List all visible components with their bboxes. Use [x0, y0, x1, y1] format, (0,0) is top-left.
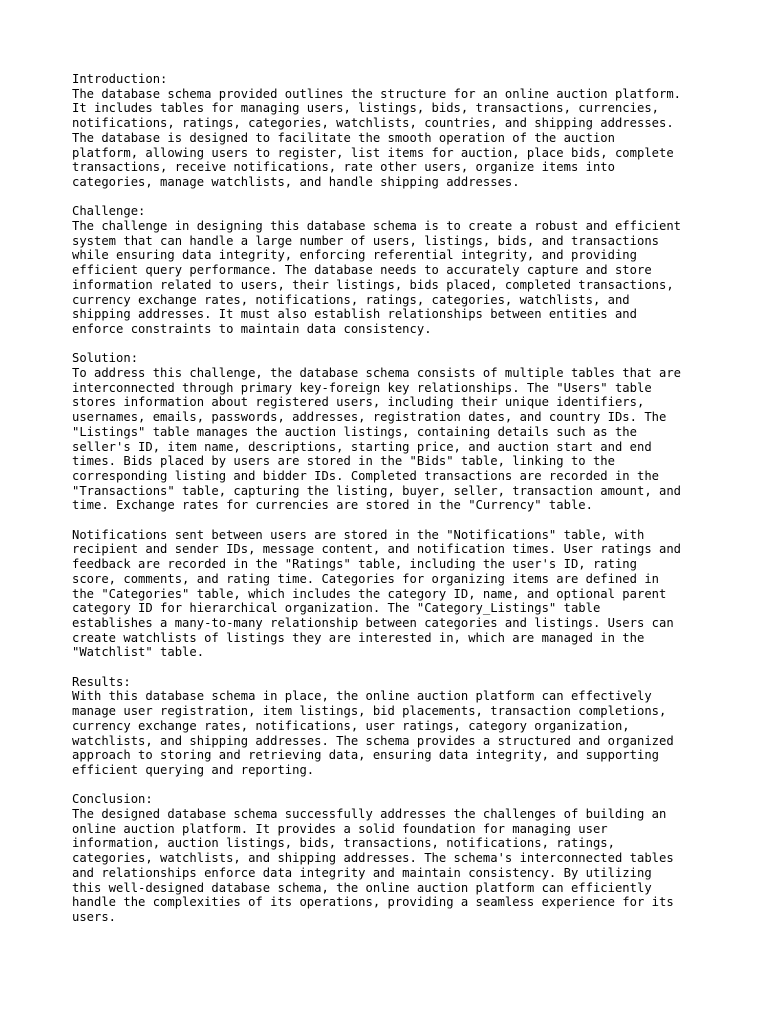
- text-line: "Transactions" table, capturing the listing, buyer, seller, transaction amount, and: [72, 483, 682, 498]
- section-heading: Solution:: [72, 351, 139, 366]
- text-line: time. Exchange rates for currencies are stored in the "Currency" table.: [72, 498, 593, 513]
- text-line: The challenge in designing this database schema is to create a robust and efficient: [72, 219, 682, 234]
- text-line: "Listings" table manages the auction listings, containing details such as the: [72, 424, 637, 439]
- text-line: Notifications sent between users are stored in the "Notifications" table, with: [72, 527, 645, 542]
- text-line: information, auction listings, bids, transactions, notifications, ratings,: [72, 836, 615, 851]
- text-line: manage user registration, item listings, bid placements, transaction completions,: [72, 704, 667, 719]
- section-heading: Challenge:: [72, 204, 146, 219]
- text-line: this well-designed database schema, the online auction platform can efficiently: [72, 880, 652, 895]
- text-line: transactions, receive notifications, rate other users, organize items into: [72, 160, 615, 175]
- text-line: information related to users, their listings, bids placed, completed transactions,: [72, 277, 674, 292]
- section-heading: Results:: [72, 674, 131, 689]
- text-line: establishes a many-to-many relationship between categories and listings. Users can: [72, 615, 674, 630]
- text-line: The designed database schema successfully addresses the challenges of building an: [72, 807, 667, 822]
- text-line: stores information about registered users, including their unique identifiers,: [72, 395, 645, 410]
- text-line: watchlists, and shipping addresses. The schema provides a structured and organized: [72, 733, 674, 748]
- section-challenge: [72, 204, 712, 336]
- text-line: The database schema provided outlines the structure for an online auction platform.: [72, 86, 682, 101]
- text-line: create watchlists of listings they are interested in, which are managed in the: [72, 630, 645, 645]
- section-results: [72, 675, 712, 778]
- text-line: With this database schema in place, the online auction platform can effectively: [72, 689, 652, 704]
- text-line: shipping addresses. It must also establish relationships between entities and: [72, 307, 637, 322]
- section-solution: [72, 351, 712, 513]
- text-line: usernames, emails, passwords, addresses, registration dates, and country IDs. The: [72, 410, 667, 425]
- text-line: the "Categories" table, which includes the category ID, name, and optional parent: [72, 586, 667, 601]
- text-line: currency exchange rates, notifications, user ratings, category organization,: [72, 718, 630, 733]
- text-line: corresponding listing and bidder IDs. Completed transactions are recorded in the: [72, 468, 659, 483]
- text-line: categories, manage watchlists, and handle shipping addresses.: [72, 174, 520, 189]
- text-line: categories, watchlists, and shipping addresses. The schema's interconnected tables: [72, 851, 674, 866]
- text-line: system that can handle a large number of users, listings, bids, and transactions: [72, 233, 659, 248]
- text-line: users.: [72, 910, 117, 924]
- section-conclusion: [72, 792, 712, 924]
- text-line: "Watchlist" table.: [72, 645, 205, 660]
- text-line: while ensuring data integrity, enforcing referential integrity, and providing: [72, 248, 637, 263]
- text-line: efficient query performance. The database needs to accurately capture and store: [72, 263, 652, 278]
- text-line: approach to storing and retrieving data, ensuring data integrity, and supporting: [72, 748, 659, 763]
- text-line: online auction platform. It provides a solid foundation for managing user: [72, 821, 608, 836]
- section-heading: Introduction:: [72, 72, 168, 86]
- section-solution-continued: [72, 528, 712, 660]
- text-line: times. Bids placed by users are stored in the "Bids" table, linking to the: [72, 454, 615, 469]
- text-line: platform, allowing users to register, list items for auction, place bids, complete: [72, 145, 674, 160]
- text-line: and relationships enforce data integrity and maintain consistency. By utilizing: [72, 865, 652, 880]
- text-line: efficient querying and reporting.: [72, 762, 315, 777]
- text-line: category ID for hierarchical organization. The "Category_Listings" table: [72, 601, 601, 616]
- text-line: interconnected through primary key-foreign key relationships. The "Users" table: [72, 380, 652, 395]
- text-line: The database is designed to facilitate the smooth operation of the auction: [72, 130, 615, 145]
- text-line: currency exchange rates, notifications, ratings, categories, watchlists, and: [72, 292, 630, 307]
- document-page: [72, 72, 712, 939]
- text-line: seller's ID, item name, descriptions, starting price, and auction start and end: [72, 439, 652, 454]
- text-line: recipient and sender IDs, message content, and notification times. User ratings and: [72, 542, 682, 557]
- section-heading: Conclusion:: [72, 792, 153, 807]
- text-line: enforce constraints to maintain data consistency.: [72, 321, 432, 336]
- text-line: feedback are recorded in the "Ratings" table, including the user's ID, rating: [72, 557, 637, 572]
- text-line: handle the complexities of its operations, providing a seamless experience for its: [72, 895, 674, 910]
- text-line: notifications, ratings, categories, watchlists, countries, and shipping addresses.: [72, 116, 674, 131]
- text-line: To address this challenge, the database schema consists of multiple tables that are: [72, 366, 682, 381]
- text-line: score, comments, and rating time. Categories for organizing items are defined in: [72, 571, 659, 586]
- section-introduction: [72, 72, 712, 190]
- text-line: It includes tables for managing users, listings, bids, transactions, currencies,: [72, 101, 659, 116]
